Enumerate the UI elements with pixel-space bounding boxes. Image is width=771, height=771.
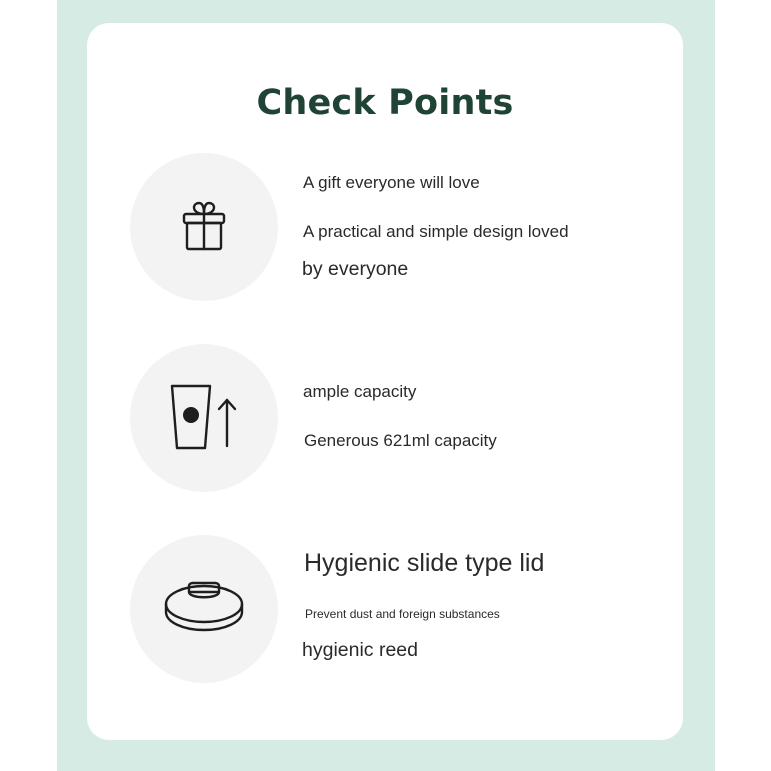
page-title: Check Points <box>256 83 514 123</box>
point-heading: ample capacity <box>303 382 417 401</box>
point-description: Prevent dust and foreign substances <box>305 607 500 621</box>
gift-icon <box>172 195 236 259</box>
cup-capacity-icon-circle <box>130 344 278 492</box>
point-heading: Hygienic slide type lid <box>304 549 545 577</box>
slide-lid-icon-circle <box>130 535 278 683</box>
gift-icon-circle <box>130 153 278 301</box>
point-description: A practical and simple design loved <box>303 222 569 241</box>
cup-capacity-icon <box>164 380 244 456</box>
point-description: Generous 621ml capacity <box>304 431 497 450</box>
point-description-continued: hygienic reed <box>302 639 418 661</box>
slide-lid-icon <box>162 579 246 639</box>
point-heading: A gift everyone will love <box>303 173 480 192</box>
point-description-continued: by everyone <box>302 258 409 280</box>
